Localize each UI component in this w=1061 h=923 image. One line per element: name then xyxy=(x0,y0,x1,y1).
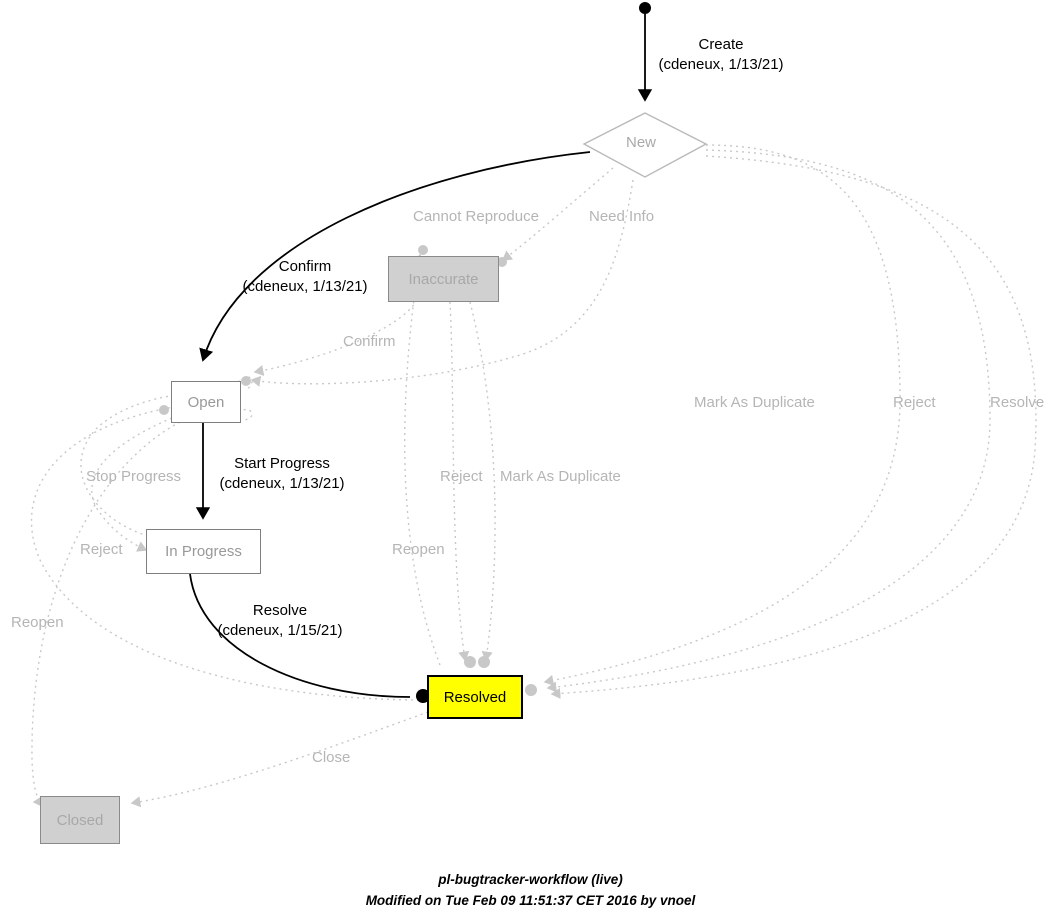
edge-label-mark-as-duplicate-mid: Mark As Duplicate xyxy=(500,468,621,485)
edge-label-create xyxy=(648,35,794,76)
node-resolved-label: Resolved xyxy=(443,688,507,706)
edge-label-resolve-name: Resolve xyxy=(252,602,308,619)
node-in-progress-label: In Progress xyxy=(165,543,242,560)
node-in-progress[interactable] xyxy=(146,529,261,574)
edge-label-reopen-mid: Reopen xyxy=(392,541,445,558)
edge-label-resolve-far: Resolve xyxy=(990,394,1045,411)
node-inaccurate[interactable] xyxy=(388,256,499,302)
edge-label-create-name: Create xyxy=(698,36,744,53)
edge-label-close: Close xyxy=(312,749,351,766)
edge-label-start-progress-name: Start Progress xyxy=(234,455,330,472)
node-new-label: New xyxy=(626,134,657,151)
edge-label-reopen-left: Reopen xyxy=(11,614,64,631)
edge-label-confirm-name: Confirm xyxy=(278,258,332,275)
edge-label-mark-as-duplicate-far: Mark As Duplicate xyxy=(694,394,815,411)
edge-label-need-info: Need Info xyxy=(589,208,655,225)
edge-label-start-progress-detail: (cdeneux, 1/13/21) xyxy=(219,475,345,493)
edge-label-start-progress xyxy=(205,454,359,495)
edge-label-reject-mid: Reject xyxy=(440,468,483,485)
edge-label-confirm xyxy=(228,257,382,298)
edge-label-resolve xyxy=(203,601,357,642)
edge-label-confirm-alt: Confirm xyxy=(343,333,396,350)
diagram-title: pl-bugtracker-workflow (live) xyxy=(438,872,623,887)
edge-label-create-detail: (cdeneux, 1/13/21) xyxy=(658,56,784,74)
edge-label-stop-progress: Stop Progress xyxy=(86,468,182,485)
node-closed[interactable] xyxy=(40,796,120,844)
node-resolved[interactable] xyxy=(427,675,523,719)
edge-label-reject-left: Reject xyxy=(80,541,123,558)
node-closed-label: Closed xyxy=(56,811,104,829)
diagram-modified: Modified on Tue Feb 09 11:51:37 CET 2016 by vnoel xyxy=(365,893,696,908)
node-open-label: Open xyxy=(187,393,225,411)
edge-label-cannot-reproduce: Cannot Reproduce xyxy=(413,208,539,225)
node-open[interactable] xyxy=(171,381,241,423)
node-inaccurate-label: Inaccurate xyxy=(408,270,479,288)
edge-label-confirm-detail: (cdeneux, 1/13/21) xyxy=(242,278,368,296)
edge-label-reject-far: Reject xyxy=(893,394,936,411)
edge-label-resolve-detail: (cdeneux, 1/15/21) xyxy=(217,622,343,640)
